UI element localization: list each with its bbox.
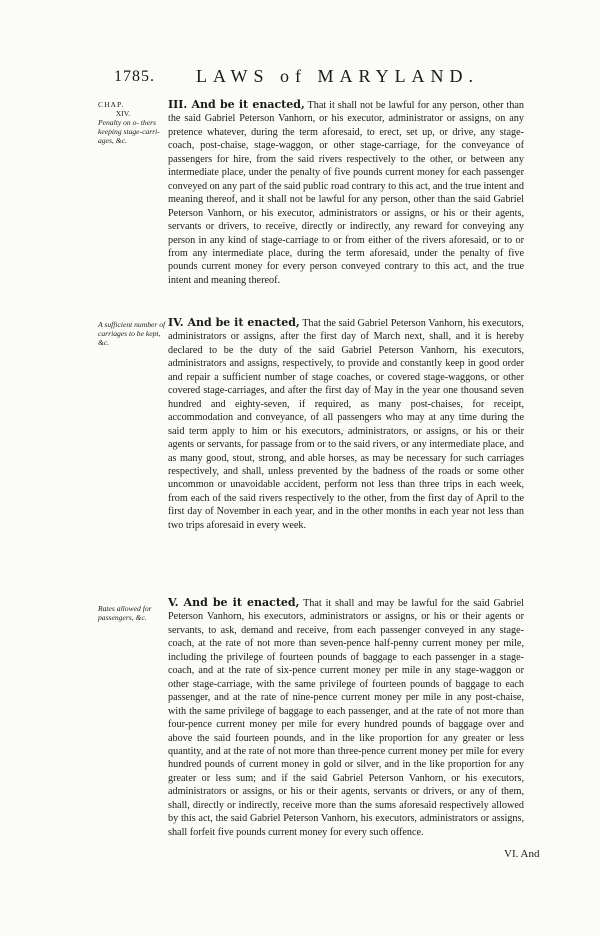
section-v — [168, 596, 524, 839]
margin-note-rates: Rates allowed for passengers, &c. — [98, 604, 152, 622]
section-iii-text: That it shall not be lawful for any person, other than the said Gabriel Peterson Vanhorn, or his executor, administrator or assigns, on any pretence whatever, during the term aforesaid, to erect, set up, or drive, any stage-coach, post-chaise, stage-waggon, or other stage-carriage, for the conveyance of passengers for hire, from the said rivers respectively to the other, or between any intermediate place, under the penalty of five pounds current money for each passenger conveyed on any part of the said public road contrary to this act, and the true intent and meaning thereof, and it shall not be lawful for any person, other than the said Gabriel Peterson Vanhorn, or his executor, administrators or assigns, or his or their agents, servants or drivers, to receive, directly or indirectly, any reward for conveying any person in any kind of stage-carriage to or from either of the rivers aforesaid, or to or from any intermediate place, during the term aforesaid, under the penalty of five pounds current money for every person conveyed contrary to this act, and the true intent and meaning thereof. — [168, 100, 524, 286]
page-header — [104, 66, 504, 92]
margin-note-penalty: Penalty on o- thers keeping stage-carri- ages, &c. — [98, 118, 160, 145]
page-year: 1785. — [114, 68, 155, 85]
section-iv — [168, 316, 524, 532]
margin-note-chapter — [98, 100, 168, 145]
chapter-number: XIV. — [115, 109, 131, 118]
section-iii-lead: III. And be it enacted, — [168, 98, 305, 111]
margin-note-carriages: A sufficient number of carriages to be kept, &c. — [98, 320, 166, 347]
section-iv-text: That the said Gabriel Peterson Vanhorn, his executors, administrators or assigns, after the first day of March next, shall, and it is hereby declared to be the duty of the said Gabriel Peterson Vanhorn, his executors, administrators and assigns, respectively, to provide and constantly keep in good order and repair a sufficient number of stage coaches, or covered stage-waggons, or other covered stage-carriages, and after the first day of May in the year one thousand seven hundred and eighty-seven, if required, as many post-chaises, for receipt, accommodation and conveyance, of all passengers who may at any time during the said term apply to him or his executors, administrators, or assigns, or his or their agents or servants, for passage from or to the said rivers, or any intermediate place, and as many good, stout, strong, and able horses, as may be necessary for such carriages respectively, and shall, unless prevented by the badness of the roads or some other uncommon or unavoidable accident, perform not less than three trips in each week, from each of the said rivers respectively to the other, from the first day of April to the first day of November in each year, and in the other months in each year not less than two trips aforesaid in every week. — [168, 318, 524, 531]
section-v-text: That it shall and may be lawful for the said Gabriel Peterson Vanhorn, his executors, administrators or assigns, or his or their agents or servants, to ask, demand and receive, from each passenger conveyed in any stage-coach, at the rate of not more than seven-pence half-penny current money per mile, including the privilege of fourteen pounds of baggage to each passenger in a stage-coach, and at the rate of six-pence current money per mile in any stage-waggon or other stage-carriage, with the same privilege of fourteen pounds of baggage to each passenger, and at the rate of nine-pence current money per mile in any post-chaise, with the same privilege of baggage to each passenger, and at the rate of not more than four-pence current money per mile for every hundred pounds of baggage over and above the said fourteen pounds, and in the like proportion for any greater or less quantity, and at the rate of not more than three-pence current money per mile for every hundred pounds of current money in gold or silver, and in the like proportion for any greater or less sum; and if the said Gabriel Peterson Vanhorn, or his executors, administrators or assigns, or his or their agents, servants or drivers, or any of them, shall, directly or indirectly, receive more than the sums aforesaid respectively allowed by this act, the said Gabriel Peterson Vanhorn, his executors, administrators or assigns, shall forfeit five pounds current money for every such offence. — [168, 598, 524, 838]
section-iv-lead: IV. And be it enacted, — [168, 316, 300, 329]
page-title: LAWS of MARYLAND. — [196, 66, 480, 86]
section-v-lead: V. And be it enacted, — [168, 596, 300, 609]
catchword: VI. And — [504, 848, 540, 860]
section-iii — [168, 98, 524, 287]
chapter-label: CHAP. — [98, 100, 125, 109]
